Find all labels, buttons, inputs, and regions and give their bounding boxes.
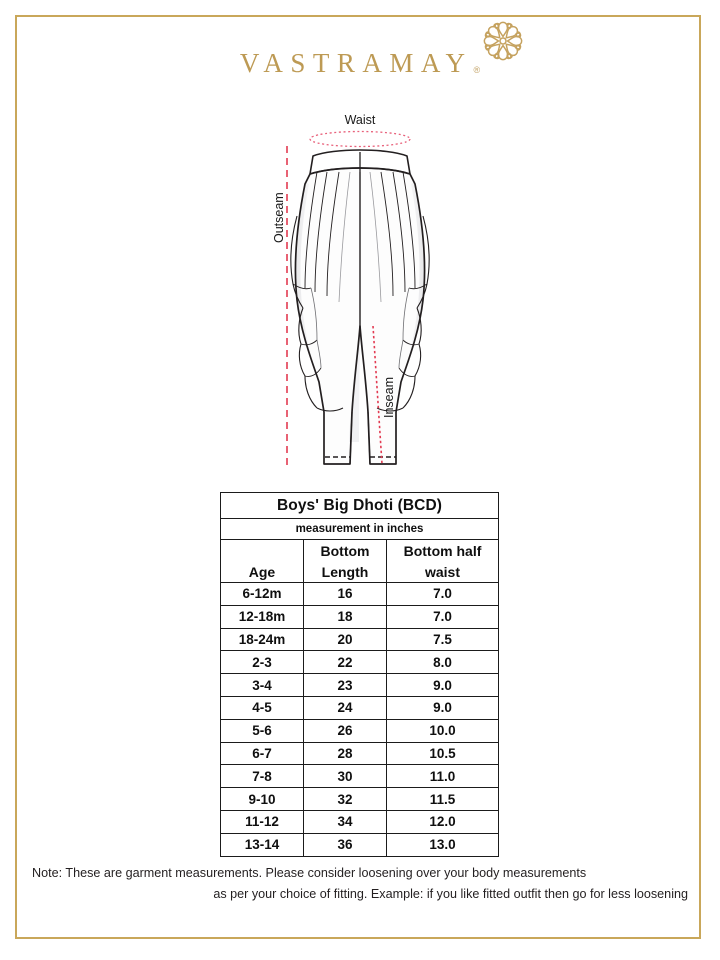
table-row [221,833,499,856]
column-header-bottom-half-waist-line1: Bottom half [403,543,482,560]
column-header-bottom-length-line1: Bottom [320,543,370,560]
table-row [221,742,499,765]
table-row [221,628,499,651]
size-cell-age: 6-12m [221,583,304,606]
size-chart-table [220,492,499,857]
registered-trademark-icon: ® [473,64,481,75]
size-cell-age: 11-12 [221,810,304,833]
table-row [221,765,499,788]
size-cell-bottom-half-waist: 7.5 [387,628,499,651]
brand-lockup [239,47,481,78]
column-header-bottom-length-line2: Length [321,563,369,580]
size-cell-bottom-length: 20 [304,628,387,651]
size-cell-bottom-length: 36 [304,833,387,856]
floral-ornament-icon [480,18,526,64]
size-cell-age: 18-24m [221,628,304,651]
measurement-note [32,863,688,905]
size-cell-age: 6-7 [221,742,304,765]
size-cell-bottom-half-waist: 10.5 [387,742,499,765]
waist-label: Waist [344,113,376,127]
size-cell-bottom-length: 23 [304,674,387,697]
size-cell-age: 5-6 [221,719,304,742]
size-cell-bottom-half-waist: 11.0 [387,765,499,788]
measurement-note-line1: Note: These are garment measurements. Please consider loosening over your body measurements [32,866,587,880]
table-row [221,583,499,606]
table-row [221,788,499,811]
size-cell-bottom-half-waist: 7.0 [387,583,499,606]
table-subtitle: measurement in inches [221,519,499,540]
table-subtitle-row [221,519,499,540]
measurement-note-line2: as per your choice of fitting. Example: if you like fitted outfit then go for less loosening [213,886,688,901]
size-cell-bottom-length: 32 [304,788,387,811]
table-row [221,605,499,628]
size-cell-bottom-length: 28 [304,742,387,765]
table-title-row [221,493,499,519]
outseam-label: Outseam [272,192,286,243]
size-cell-bottom-length: 24 [304,696,387,719]
size-cell-bottom-length: 30 [304,765,387,788]
column-header-age-line2: Age [248,563,276,580]
table-row [221,810,499,833]
table-row [221,674,499,697]
column-header-age [221,540,304,583]
size-cell-bottom-length: 18 [304,605,387,628]
size-cell-bottom-half-waist: 8.0 [387,651,499,674]
column-header-bottom-half-waist-line2: waist [424,563,460,580]
size-cell-bottom-half-waist: 13.0 [387,833,499,856]
column-header-bottom-length [304,540,387,583]
size-cell-age: 4-5 [221,696,304,719]
size-cell-age: 7-8 [221,765,304,788]
size-cell-age: 2-3 [221,651,304,674]
size-cell-bottom-length: 26 [304,719,387,742]
size-cell-age: 12-18m [221,605,304,628]
size-cell-age: 13-14 [221,833,304,856]
dhoti-pants-technical-drawing [255,112,465,482]
table-row [221,651,499,674]
size-cell-bottom-half-waist: 7.0 [387,605,499,628]
table-header-row [221,540,499,583]
column-header-bottom-half-waist [387,540,499,583]
size-cell-age: 3-4 [221,674,304,697]
inseam-label: Inseam [382,377,396,418]
table-row [221,719,499,742]
size-cell-bottom-length: 16 [304,583,387,606]
table-title: Boys' Big Dhoti (BCD) [221,493,499,519]
table-body [221,583,499,857]
size-cell-age: 9-10 [221,788,304,811]
size-cell-bottom-half-waist: 10.0 [387,719,499,742]
size-cell-bottom-half-waist: 9.0 [387,674,499,697]
size-cell-bottom-length: 22 [304,651,387,674]
size-cell-bottom-half-waist: 9.0 [387,696,499,719]
brand-wordmark: VASTRAMAY [239,47,473,78]
size-cell-bottom-half-waist: 11.5 [387,788,499,811]
size-cell-bottom-half-waist: 12.0 [387,810,499,833]
brand-header [0,28,720,98]
table-row [221,696,499,719]
size-cell-bottom-length: 34 [304,810,387,833]
